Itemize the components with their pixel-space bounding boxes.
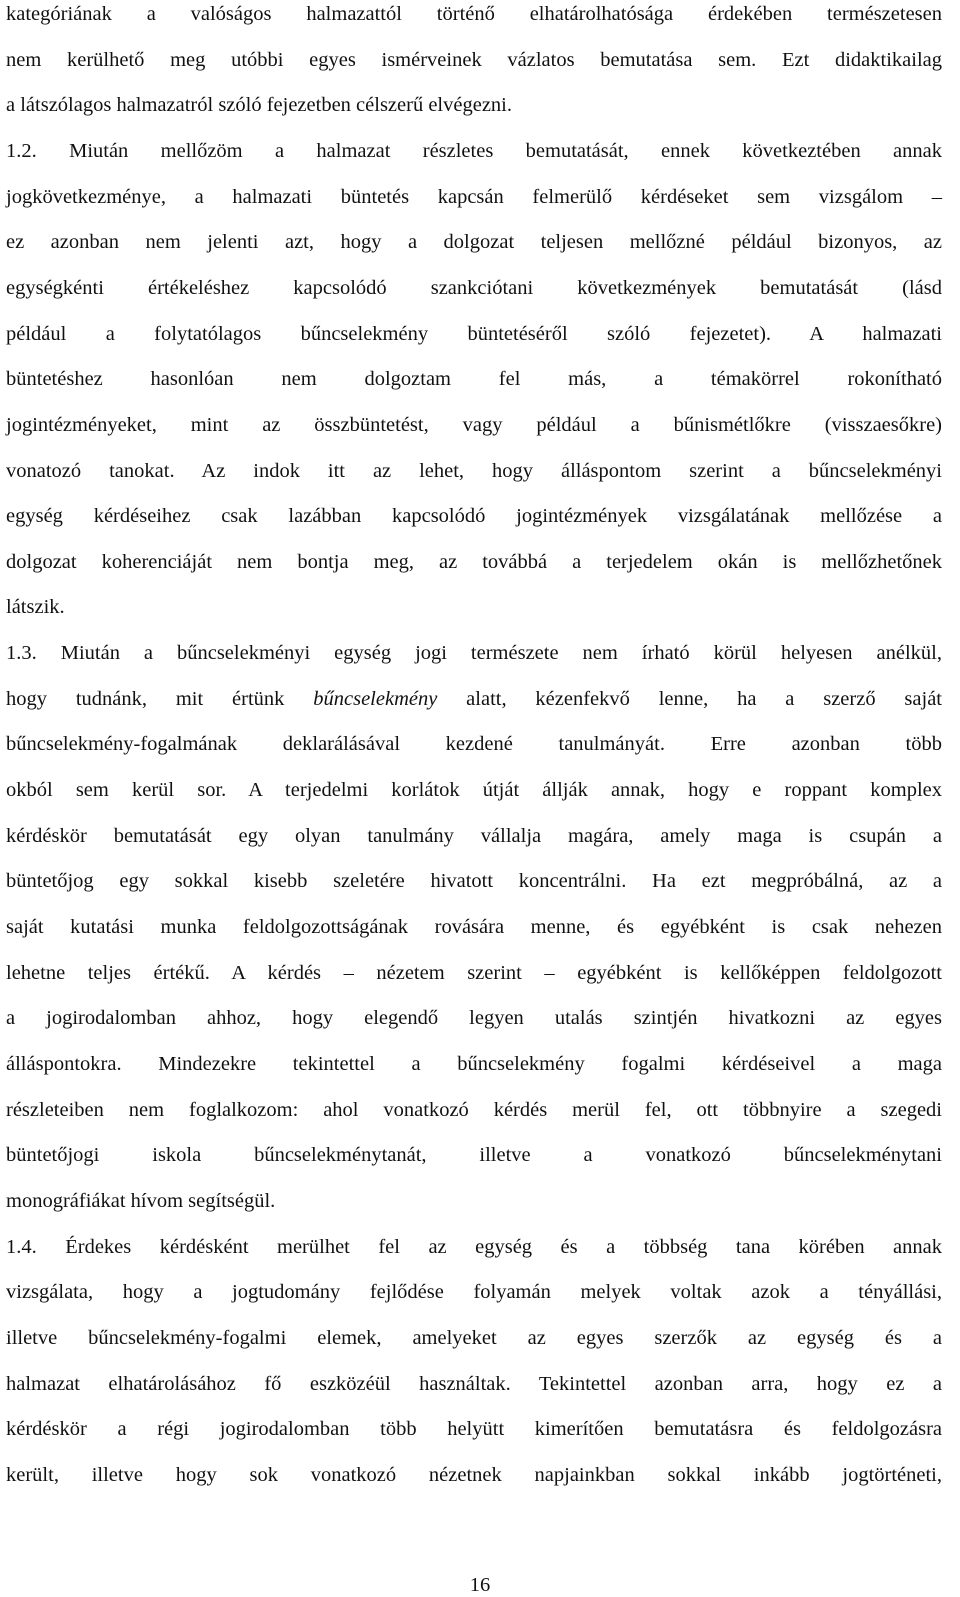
text-segment: hogy tudnánk, mit értünk (6, 687, 314, 710)
text-line: ez azonban nem jelenti azt, hogy a dolgozat teljesen mellőzné például bizonyos, az (6, 231, 942, 254)
text-line: 1.2. Miután mellőzöm a halmazat részletes bemutatását, ennek következtében annak (6, 139, 942, 162)
text-line: vonatozó tanokat. Az indok itt az lehet, hogy álláspontom szerint a bűncselekményi (6, 459, 942, 482)
text-line: büntetéshez hasonlóan nem dolgoztam fel más, a témakörrel rokonítható (6, 368, 942, 391)
text-line: jogkövetkezménye, a halmazati büntetés kapcsán felmerülő kérdéseket sem vizsgálom – (6, 185, 942, 208)
text-line: lehetne teljes értékű. A kérdés – nézetem szerint – egyébként is kellőképpen feldolgozott (6, 961, 942, 984)
text-line: dolgozat koherenciáját nem bontja meg, az továbbá a terjedelem okán is mellőzhetőnek (6, 550, 942, 573)
text-line: halmazat elhatárolásához fő eszközéül használtak. Tekintettel azonban arra, hogy ez a (6, 1372, 942, 1395)
page-number: 16 (469, 1574, 491, 1596)
text-segment: alatt, kézenfekvő lenne, ha a szerző saját (437, 687, 942, 710)
text-line: 1.3. Miután a bűncselekményi egység jogi természete nem írható körül helyesen anélkül, (6, 642, 942, 665)
text-line: vizsgálata, hogy a jogtudomány fejlődése folyamán melyek voltak azok a tényállási, (6, 1281, 942, 1304)
text-line: például a folytatólagos bűncselekmény büntetéséről szóló fejezetet). A halmazati (6, 322, 942, 345)
text-line: monográfiákat hívom segítségül. (6, 1189, 276, 1212)
text-line: kérdéskör a régi jogirodalomban több helyütt kimerítően bemutatásra és feldolgozásra (6, 1418, 942, 1441)
text-line: illetve bűncselekmény-fogalmi elemek, amelyeket az egyes szerzők az egység és a (6, 1326, 942, 1349)
italic-term: bűncselekmény (313, 687, 438, 710)
text-line: jogintézményeket, mint az összbüntetést, vagy például a bűnismétlőkre (visszaesőkre) (6, 413, 942, 436)
text-line: álláspontokra. Mindezekre tekintettel a bűncselekmény fogalmi kérdéseivel a maga (6, 1052, 942, 1075)
text-line: egység kérdéseihez csak lazábban kapcsolódó jogintézmények vizsgálatának mellőzése a (6, 505, 942, 528)
text-line (6, 685, 942, 713)
text-line: saját kutatási munka feldolgozottságának rovására menne, és egyébként is csak nehezen (6, 916, 942, 938)
text-line: okból sem kerül sor. A terjedelmi korlátok útját állják annak, hogy e roppant komplex (6, 779, 942, 802)
text-line: részleteiben nem foglalkozom: ahol vonatkozó kérdés merül fel, ott többnyire a szegedi (6, 1098, 942, 1121)
text-line: látszik. (6, 596, 65, 619)
text-line: büntetőjogi iskola bűncselekménytanát, illetve a vonatkozó bűncselekménytani (6, 1144, 942, 1167)
text-line: bűncselekmény-fogalmának deklarálásával kezdené tanulmányát. Erre azonban több (6, 733, 942, 756)
text-line: a látszólagos halmazatról szóló fejezetben célszerű elvégezni. (6, 94, 512, 117)
text-line: büntetőjog egy sokkal kisebb szeletére hivatott koncentrálni. Ha ezt megpróbálná, az a (6, 870, 942, 893)
text-line: kategóriának a valóságos halmazattól történő elhatárolhatósága érdekében természetesen (6, 3, 942, 25)
text-line: kérdéskör bemutatását egy olyan tanulmány vállalja magára, amely maga is csupán a (6, 824, 942, 847)
text-line: a jogirodalomban ahhoz, hogy elegendő legyen utalás szintjén hivatkozni az egyes (6, 1007, 942, 1030)
text-line: nem kerülhető meg utóbbi egyes ismérveinek vázlatos bemutatása sem. Ezt didaktikailag (6, 48, 942, 71)
text-line: került, illetve hogy sok vonatkozó nézetnek napjainkban sokkal inkább jogtörténeti, (6, 1463, 942, 1486)
text-line: egységkénti értékeléshez kapcsolódó szankciótani következmények bemutatását (lásd (6, 276, 942, 299)
text-line: 1.4. Érdekes kérdésként merülhet fel az egység és a többség tana körében annak (6, 1235, 942, 1258)
